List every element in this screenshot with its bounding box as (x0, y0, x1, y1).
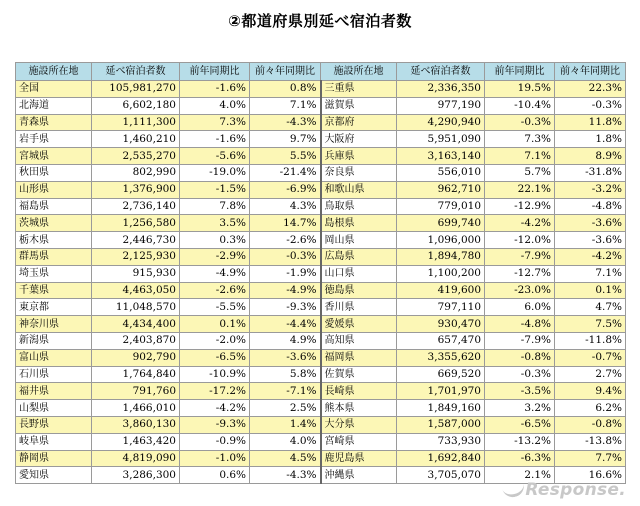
yoy-change-cell: -0.3% (485, 114, 555, 131)
two-year-change-cell: -0.3% (250, 248, 321, 265)
table-row (16, 248, 626, 265)
two-year-change-cell: -0.7% (555, 349, 626, 366)
two-year-change-cell: 5.5% (250, 148, 321, 165)
guest-count-cell: 699,740 (397, 215, 485, 232)
yoy-change-cell: 6.0% (485, 299, 555, 316)
yoy-change-cell: 7.1% (485, 148, 555, 165)
prefecture-stats-table (15, 62, 626, 484)
yoy-change-cell: -10.9% (180, 366, 250, 383)
column-header-guests: 延べ宿泊者数 (92, 63, 180, 81)
table-row (16, 349, 626, 366)
guest-count-cell: 4,819,090 (92, 450, 180, 467)
table-row (16, 332, 626, 349)
yoy-change-cell: -4.9% (180, 265, 250, 282)
two-year-change-cell: -4.3% (250, 114, 321, 131)
column-header-location: 施設所在地 (321, 63, 397, 81)
prefecture-cell: 香川県 (321, 299, 397, 316)
yoy-change-cell: -6.3% (485, 450, 555, 467)
table-row (16, 265, 626, 282)
yoy-change-cell: -2.0% (180, 332, 250, 349)
guest-count-cell: 2,403,870 (92, 332, 180, 349)
yoy-change-cell: 4.0% (180, 97, 250, 114)
column-header-yoy: 前年同期比 (485, 63, 555, 81)
two-year-change-cell: 5.8% (250, 366, 321, 383)
guest-count-cell: 1,701,970 (397, 383, 485, 400)
two-year-change-cell: -9.3% (250, 299, 321, 316)
prefecture-cell: 兵庫県 (321, 148, 397, 165)
table-row (16, 416, 626, 433)
yoy-change-cell: -12.7% (485, 265, 555, 282)
two-year-change-cell: 4.5% (250, 450, 321, 467)
guest-count-cell: 1,692,840 (397, 450, 485, 467)
guest-count-cell: 802,990 (92, 164, 180, 181)
prefecture-cell: 岩手県 (16, 131, 92, 148)
two-year-change-cell: -7.1% (250, 383, 321, 400)
guest-count-cell: 3,163,140 (397, 148, 485, 165)
guest-count-cell: 930,470 (397, 316, 485, 333)
two-year-change-cell: 4.9% (250, 332, 321, 349)
two-year-change-cell: -4.4% (250, 316, 321, 333)
two-year-change-cell: -3.6% (250, 349, 321, 366)
prefecture-cell: 北海道 (16, 97, 92, 114)
yoy-change-cell: -4.2% (180, 400, 250, 417)
yoy-change-cell: -19.0% (180, 164, 250, 181)
two-year-change-cell: 4.3% (250, 198, 321, 215)
two-year-change-cell: -21.4% (250, 164, 321, 181)
table-header-row (16, 63, 626, 81)
yoy-change-cell: -0.3% (485, 366, 555, 383)
yoy-change-cell: -1.5% (180, 181, 250, 198)
table-row (16, 131, 626, 148)
two-year-change-cell: -3.6% (555, 232, 626, 249)
yoy-change-cell: -23.0% (485, 282, 555, 299)
prefecture-cell: 埼玉県 (16, 265, 92, 282)
guest-count-cell: 3,860,130 (92, 416, 180, 433)
prefecture-cell: 茨城県 (16, 215, 92, 232)
guest-count-cell: 6,602,180 (92, 97, 180, 114)
prefecture-cell: 大阪府 (321, 131, 397, 148)
yoy-change-cell: 2.1% (485, 467, 555, 484)
two-year-change-cell: -3.6% (555, 215, 626, 232)
yoy-change-cell: 0.6% (180, 467, 250, 484)
guest-count-cell: 797,110 (397, 299, 485, 316)
yoy-change-cell: 5.7% (485, 164, 555, 181)
two-year-change-cell: 1.4% (250, 416, 321, 433)
prefecture-cell: 福岡県 (321, 349, 397, 366)
yoy-change-cell: 22.1% (485, 181, 555, 198)
yoy-change-cell: -7.9% (485, 332, 555, 349)
prefecture-cell: 福井県 (16, 383, 92, 400)
two-year-change-cell: 7.1% (555, 265, 626, 282)
guest-count-cell: 2,336,350 (397, 81, 485, 98)
yoy-change-cell: -12.9% (485, 198, 555, 215)
guest-count-cell: 2,535,270 (92, 148, 180, 165)
prefecture-cell: 栃木県 (16, 232, 92, 249)
guest-count-cell: 2,736,140 (92, 198, 180, 215)
column-header-two-year: 前々年同期比 (250, 63, 321, 81)
prefecture-cell: 広島県 (321, 248, 397, 265)
prefecture-cell: 長野県 (16, 416, 92, 433)
guest-count-cell: 1,849,160 (397, 400, 485, 417)
guest-count-cell: 977,190 (397, 97, 485, 114)
two-year-change-cell: 9.4% (555, 383, 626, 400)
yoy-change-cell: 7.3% (485, 131, 555, 148)
yoy-change-cell: -3.5% (485, 383, 555, 400)
two-year-change-cell: -2.6% (250, 232, 321, 249)
prefecture-cell: 静岡県 (16, 450, 92, 467)
prefecture-cell: 青森県 (16, 114, 92, 131)
yoy-change-cell: -1.6% (180, 81, 250, 98)
guest-count-cell: 419,600 (397, 282, 485, 299)
two-year-change-cell: -0.8% (555, 416, 626, 433)
yoy-change-cell: -2.9% (180, 248, 250, 265)
guest-count-cell: 779,010 (397, 198, 485, 215)
yoy-change-cell: -5.5% (180, 299, 250, 316)
guest-count-cell: 1,463,420 (92, 433, 180, 450)
guest-count-cell: 4,434,400 (92, 316, 180, 333)
two-year-change-cell: -3.2% (555, 181, 626, 198)
guest-count-cell: 669,520 (397, 366, 485, 383)
guest-count-cell: 791,760 (92, 383, 180, 400)
guest-count-cell: 5,951,090 (397, 131, 485, 148)
prefecture-cell: 熊本県 (321, 400, 397, 417)
yoy-change-cell: -6.5% (485, 416, 555, 433)
yoy-change-cell: 3.5% (180, 215, 250, 232)
guest-count-cell: 1,256,580 (92, 215, 180, 232)
table-row (16, 232, 626, 249)
prefecture-cell: 新潟県 (16, 332, 92, 349)
yoy-change-cell: -4.2% (485, 215, 555, 232)
guest-count-cell: 1,460,210 (92, 131, 180, 148)
two-year-change-cell: 7.5% (555, 316, 626, 333)
guest-count-cell: 3,355,620 (397, 349, 485, 366)
two-year-change-cell: 11.8% (555, 114, 626, 131)
prefecture-cell: 岐阜県 (16, 433, 92, 450)
table-row (16, 97, 626, 114)
table-row (16, 181, 626, 198)
guest-count-cell: 1,100,200 (397, 265, 485, 282)
two-year-change-cell: 14.7% (250, 215, 321, 232)
column-header-location: 施設所在地 (16, 63, 92, 81)
prefecture-cell: 京都府 (321, 114, 397, 131)
guest-count-cell: 1,894,780 (397, 248, 485, 265)
prefecture-cell: 滋賀県 (321, 97, 397, 114)
two-year-change-cell: 2.5% (250, 400, 321, 417)
two-year-change-cell: 6.2% (555, 400, 626, 417)
yoy-change-cell: -17.2% (180, 383, 250, 400)
two-year-change-cell: 7.7% (555, 450, 626, 467)
prefecture-cell: 福島県 (16, 198, 92, 215)
guest-count-cell: 902,790 (92, 349, 180, 366)
yoy-change-cell: -1.6% (180, 131, 250, 148)
two-year-change-cell: -11.8% (555, 332, 626, 349)
table-row (16, 316, 626, 333)
two-year-change-cell: 8.9% (555, 148, 626, 165)
prefecture-cell: 愛媛県 (321, 316, 397, 333)
table-row (16, 164, 626, 181)
yoy-change-cell: 0.1% (180, 316, 250, 333)
guest-count-cell: 915,930 (92, 265, 180, 282)
yoy-change-cell: -13.2% (485, 433, 555, 450)
guest-count-cell: 1,466,010 (92, 400, 180, 417)
guest-count-cell: 2,125,930 (92, 248, 180, 265)
two-year-change-cell: -31.8% (555, 164, 626, 181)
prefecture-cell: 大分県 (321, 416, 397, 433)
guest-count-cell: 105,981,270 (92, 81, 180, 98)
two-year-change-cell: -1.9% (250, 265, 321, 282)
yoy-change-cell: -5.6% (180, 148, 250, 165)
yoy-change-cell: 19.5% (485, 81, 555, 98)
yoy-change-cell: -1.0% (180, 450, 250, 467)
prefecture-cell: 千葉県 (16, 282, 92, 299)
two-year-change-cell: 1.8% (555, 131, 626, 148)
guest-count-cell: 733,930 (397, 433, 485, 450)
prefecture-cell: 全国 (16, 81, 92, 98)
prefecture-cell: 神奈川県 (16, 316, 92, 333)
guest-count-cell: 4,290,940 (397, 114, 485, 131)
yoy-change-cell: -12.0% (485, 232, 555, 249)
yoy-change-cell: -2.6% (180, 282, 250, 299)
table-row (16, 282, 626, 299)
prefecture-cell: 宮崎県 (321, 433, 397, 450)
two-year-change-cell: -4.8% (555, 198, 626, 215)
prefecture-cell: 富山県 (16, 349, 92, 366)
response-watermark-logo (525, 480, 626, 500)
two-year-change-cell: -4.3% (250, 467, 321, 484)
prefecture-cell: 鳥取県 (321, 198, 397, 215)
two-year-change-cell: 0.1% (555, 282, 626, 299)
guest-count-cell: 657,470 (397, 332, 485, 349)
guest-count-cell: 2,446,730 (92, 232, 180, 249)
guest-count-cell: 1,096,000 (397, 232, 485, 249)
prefecture-cell: 和歌山県 (321, 181, 397, 198)
yoy-change-cell: 0.3% (180, 232, 250, 249)
table-body (16, 81, 626, 484)
guest-count-cell: 1,376,900 (92, 181, 180, 198)
yoy-change-cell: -0.9% (180, 433, 250, 450)
two-year-change-cell: -6.9% (250, 181, 321, 198)
two-year-change-cell: 16.6% (555, 467, 626, 484)
two-year-change-cell: 7.1% (250, 97, 321, 114)
two-year-change-cell: 4.0% (250, 433, 321, 450)
prefecture-cell: 奈良県 (321, 164, 397, 181)
prefecture-cell: 愛知県 (16, 467, 92, 484)
prefecture-cell: 三重県 (321, 81, 397, 98)
yoy-change-cell: 3.2% (485, 400, 555, 417)
two-year-change-cell: 22.3% (555, 81, 626, 98)
two-year-change-cell: -4.9% (250, 282, 321, 299)
two-year-change-cell: 4.7% (555, 299, 626, 316)
guest-count-cell: 3,705,070 (397, 467, 485, 484)
prefecture-cell: 群馬県 (16, 248, 92, 265)
prefecture-cell: 徳島県 (321, 282, 397, 299)
yoy-change-cell: -4.8% (485, 316, 555, 333)
prefecture-cell: 秋田県 (16, 164, 92, 181)
prefecture-cell: 沖縄県 (321, 467, 397, 484)
prefecture-cell: 佐賀県 (321, 366, 397, 383)
prefecture-cell: 宮城県 (16, 148, 92, 165)
yoy-change-cell: 7.8% (180, 198, 250, 215)
table-row (16, 383, 626, 400)
table-row (16, 366, 626, 383)
prefecture-cell: 鹿児島県 (321, 450, 397, 467)
guest-count-cell: 4,463,050 (92, 282, 180, 299)
yoy-change-cell: -0.8% (485, 349, 555, 366)
guest-count-cell: 1,111,300 (92, 114, 180, 131)
column-header-two-year: 前々年同期比 (555, 63, 626, 81)
prefecture-cell: 東京都 (16, 299, 92, 316)
two-year-change-cell: -13.8% (555, 433, 626, 450)
watermark-text: Response. (525, 480, 626, 500)
prefecture-cell: 島根県 (321, 215, 397, 232)
guest-count-cell: 1,587,000 (397, 416, 485, 433)
table-row (16, 81, 626, 98)
two-year-change-cell: -0.3% (555, 97, 626, 114)
two-year-change-cell: 0.8% (250, 81, 321, 98)
prefecture-cell: 山口県 (321, 265, 397, 282)
prefecture-cell: 山梨県 (16, 400, 92, 417)
guest-count-cell: 11,048,570 (92, 299, 180, 316)
prefecture-cell: 高知県 (321, 332, 397, 349)
table-row (16, 215, 626, 232)
guest-count-cell: 962,710 (397, 181, 485, 198)
two-year-change-cell: 9.7% (250, 131, 321, 148)
yoy-change-cell: 7.3% (180, 114, 250, 131)
prefecture-cell: 岡山県 (321, 232, 397, 249)
table-row (16, 198, 626, 215)
yoy-change-cell: -7.9% (485, 248, 555, 265)
yoy-change-cell: -9.3% (180, 416, 250, 433)
two-year-change-cell: -4.2% (555, 248, 626, 265)
yoy-change-cell: -6.5% (180, 349, 250, 366)
table-row (16, 433, 626, 450)
table-row (16, 148, 626, 165)
column-header-yoy: 前年同期比 (180, 63, 250, 81)
prefecture-cell: 石川県 (16, 366, 92, 383)
column-header-guests: 延べ宿泊者数 (397, 63, 485, 81)
guest-count-cell: 556,010 (397, 164, 485, 181)
guest-count-cell: 3,286,300 (92, 467, 180, 484)
two-year-change-cell: 2.7% (555, 366, 626, 383)
guest-count-cell: 1,764,840 (92, 366, 180, 383)
table-row (16, 400, 626, 417)
table-row (16, 299, 626, 316)
prefecture-cell: 長崎県 (321, 383, 397, 400)
table-row (16, 450, 626, 467)
page-title: ②都道府県別延べ宿泊者数 (228, 12, 412, 30)
prefecture-cell: 山形県 (16, 181, 92, 198)
table-row (16, 114, 626, 131)
yoy-change-cell: -10.4% (485, 97, 555, 114)
